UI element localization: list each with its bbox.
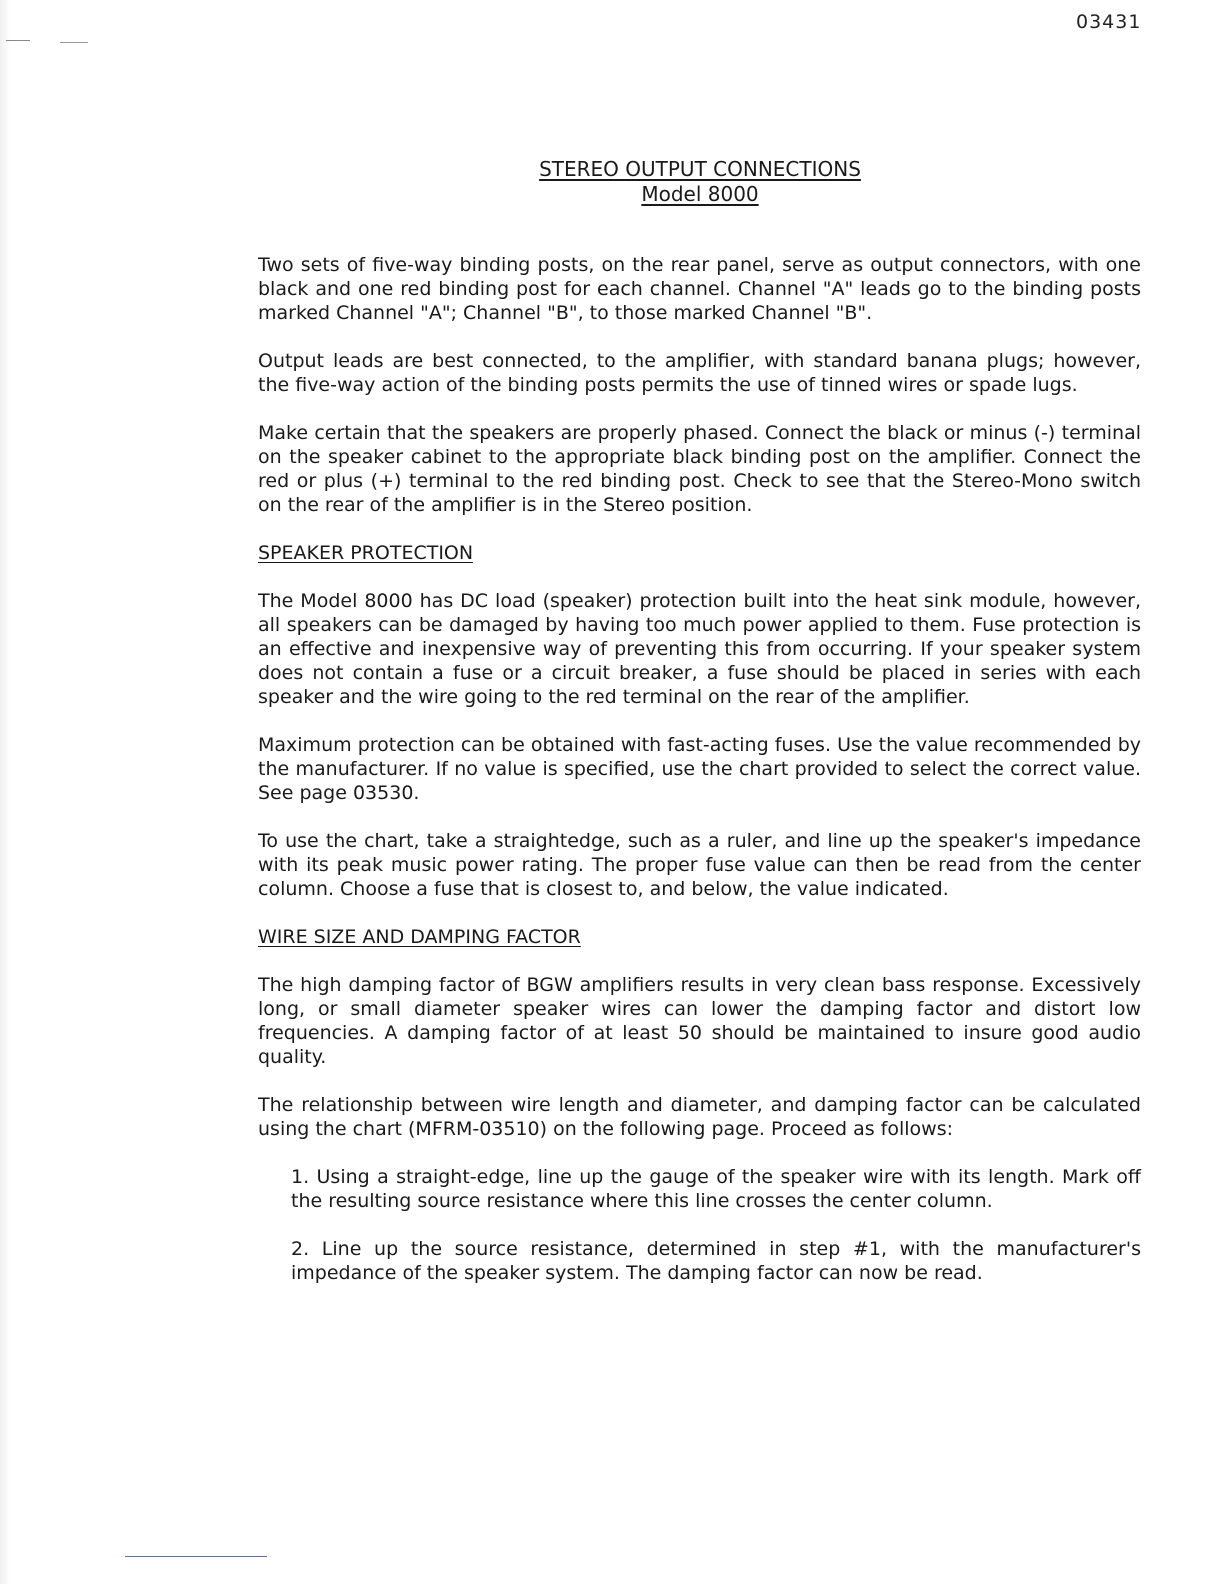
title-block xyxy=(300,156,1100,206)
procedure-step: 2. Line up the source resistance, determined in step #1, with the manufacturer's impedance of the speaker system. The damping factor can now be read. xyxy=(291,1238,1141,1284)
wire-size-paragraph: The relationship between wire length and diameter, and damping factor can be calculated using the chart (MFRM-03510) on the following page. Proceed as follows: xyxy=(258,1094,1141,1140)
section-heading-text: SPEAKER PROTECTION xyxy=(258,542,474,564)
speaker-protection-paragraph: Maximum protection can be obtained with fast-acting fuses. Use the value recommended by the manufacturer. If no value is specified, use the chart provided to select the correct value. See page 03530. xyxy=(258,734,1141,804)
wire-size-paragraph: The high damping factor of BGW amplifiers results in very clean bass response. Excessively long, or small diameter speaker wires can lower the damping factor and distort low frequencies. A damping factor of at least 50 should be maintained to insure good audio quality. xyxy=(258,974,1141,1068)
section-heading-text: WIRE SIZE AND DAMPING FACTOR xyxy=(258,926,581,948)
page-title: STEREO OUTPUT CONNECTIONS xyxy=(539,157,861,181)
page-number: 03431 xyxy=(1076,11,1142,33)
scan-edge-shade xyxy=(0,0,10,1584)
section-heading-speaker-protection xyxy=(258,541,1141,565)
bottom-rule xyxy=(125,1556,267,1557)
intro-paragraph: Output leads are best connected, to the amplifier, with standard banana plugs; however, the five-way action of the binding posts permits the use of tinned wires or spade lugs. xyxy=(258,350,1141,396)
section-heading-wire-size xyxy=(258,925,1141,949)
speaker-protection-paragraph: The Model 8000 has DC load (speaker) protection built into the heat sink module, however, all speakers can be damaged by having too much power applied to them. Fuse protection is an effective and inexpensive way of preventing this from occurring. If your speaker system does not contain a fuse or a circuit breaker, a fuse should be placed in series with each speaker and the wire going to the red terminal on the rear of the amplifier. xyxy=(258,590,1141,708)
scan-mark xyxy=(6,40,30,41)
intro-paragraph: Make certain that the speakers are properly phased. Connect the black or minus (-) terminal on the speaker cabinet to the appropriate black binding post on the amplifier. Connect the red or plus (+) terminal to the red binding post. Check to see that the Stereo-Mono switch on the rear of the amplifier is in the Stereo position. xyxy=(258,422,1141,516)
procedure-step: 1. Using a straight-edge, line up the gauge of the speaker wire with its length. Mark off the resulting source resistance where this line crosses the center column. xyxy=(291,1166,1141,1212)
document-body xyxy=(258,253,1141,1309)
intro-paragraph: Two sets of five-way binding posts, on the rear panel, serve as output connectors, with one black and one red binding post for each channel. Channel "A" leads go to the binding posts marked Channel "A"; Channel "B", to those marked Channel "B". xyxy=(258,254,1141,324)
page-subtitle: Model 8000 xyxy=(641,182,759,206)
speaker-protection-paragraph: To use the chart, take a straightedge, such as a ruler, and line up the speaker's impedance with its peak music power rating. The proper fuse value can then be read from the center column. Choose a fuse that is closest to, and below, the value indicated. xyxy=(258,830,1141,900)
scan-mark xyxy=(60,42,88,43)
